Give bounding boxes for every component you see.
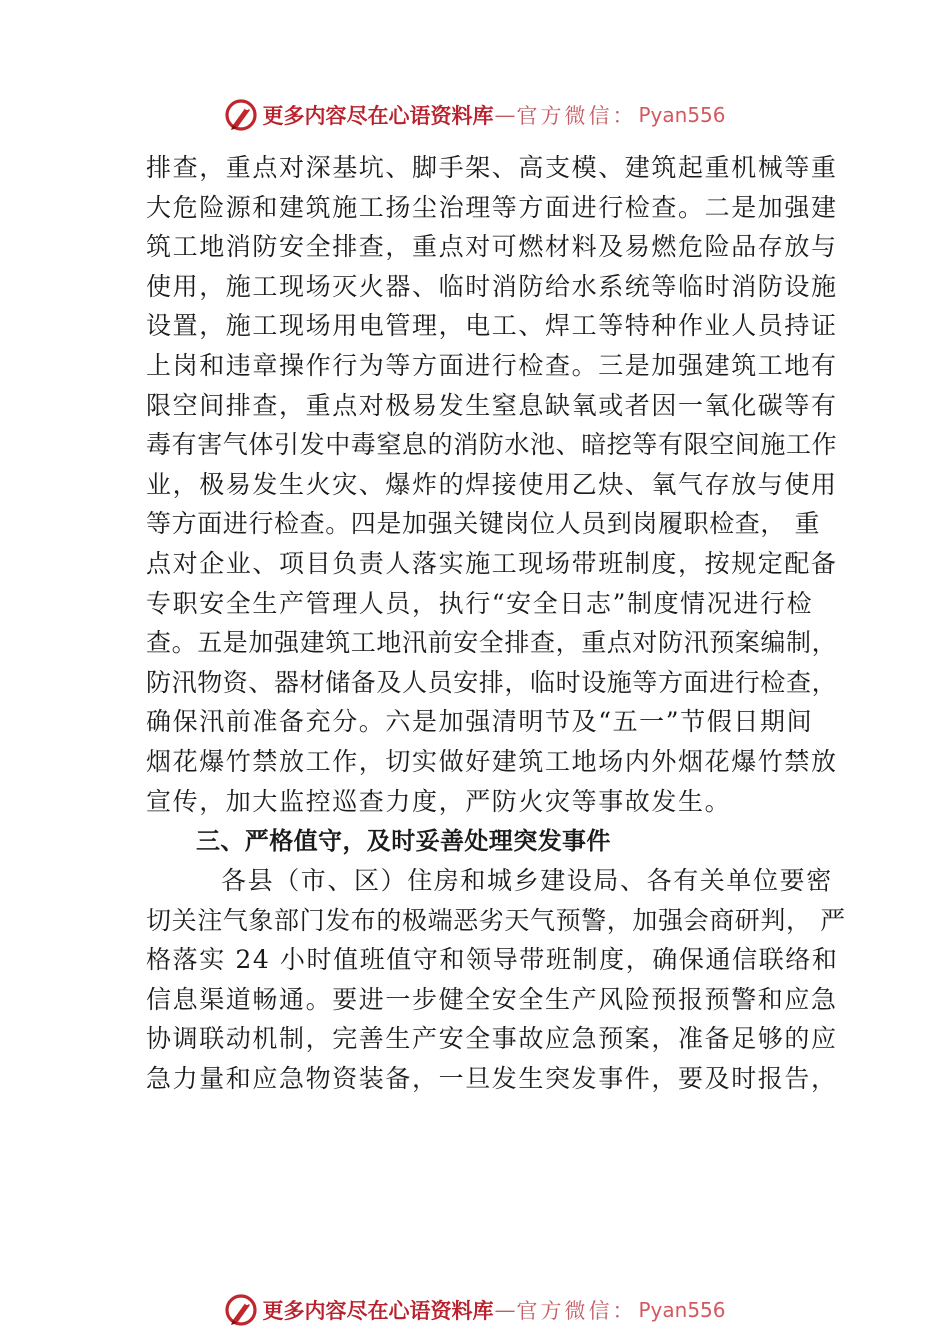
paragraph-line: 防汛物资、器材储备及人员安排，临时设施等方面进行检查， [146,667,838,697]
paragraph-line: 排查，重点对深基坑、脚手架、高支模、建筑起重机械等重 [146,153,838,182]
paragraph-line: 确保汛前准备充分。六是加强清明节及“五一”节假日期间 [146,707,814,737]
paragraph-line: 各县（市、区）住房和城乡建设局、各有关单位要密 [221,866,833,896]
paragraph-line: 切关注气象部门发布的极端恶劣天气预警，加强会商研判， 严 [146,905,846,935]
paragraph-line: 设置，施工现场用电管理，电工、焊工等特种作业人员持证 [146,311,838,341]
paragraph-line: 业，极易发生火灾、爆炸的焊接使用乙炔、氧气存放与使用 [146,469,838,499]
footer-banner [0,1290,950,1330]
footer-dash: — [494,1298,516,1322]
paragraph-line: 上岗和违章操作行为等方面进行检查。三是加强建筑工地有 [146,350,838,380]
paragraph-line: 点对企业、项目负责人落实施工现场带班制度，按规定配备 [146,548,838,578]
header-dash: — [494,103,516,127]
footer-wechat-account: Pyan556 [638,1298,726,1322]
header-banner [0,95,950,135]
paragraph-line: 专职安全生产管理人员，执行“安全日志”制度情况进行检 [146,588,814,618]
document-body [146,148,846,1099]
paragraph-line: 等方面进行检查。四是加强关键岗位人员到岗履职检查， 重 [146,509,821,539]
paragraph-line: 筑工地消防安全排查，重点对可燃材料及易燃危险品存放与 [146,232,838,262]
paragraph-line: 格落实 24 小时值班值守和领导带班制度，确保通信联络和 [146,945,839,975]
paragraph-line: 使用，施工现场灭火器、临时消防给水系统等临时消防设施 [146,271,838,301]
paragraph-line: 信息渠道畅通。要进一步健全安全生产风险预报预警和应急 [146,984,838,1014]
paragraph-line: 限空间排查，重点对极易发生窒息缺氧或者因一氧化碳等有 [146,390,838,420]
paragraph-line: 协调联动机制，完善生产安全事故应急预案，准备足够的应 [146,1024,838,1054]
pen-logo-icon [224,98,258,132]
paragraph-line: 宣传，加大监控巡查力度，严防火灾等事故发生。 [146,786,732,816]
header-brand-text: 更多内容尽在心语资料库 [262,103,494,128]
paragraph-line: 急力量和应急物资装备，一旦发生突发事件，要及时报告， [146,1064,838,1094]
paragraph-line: 烟花爆竹禁放工作，切实做好建筑工地场内外烟花爆竹禁放 [146,746,838,776]
section-heading: 三、严格值守，及时妥善处理突发事件 [196,827,611,856]
paragraph-line: 查。五是加强建筑工地汛前安全排查，重点对防汛预案编制， [146,628,838,658]
footer-wechat-label: 官方微信： [516,1299,637,1323]
paragraph-line: 大危险源和建筑施工扬尘治理等方面进行检查。二是加强建 [146,192,838,222]
pen-logo-icon [224,1293,258,1327]
paragraph-line: 毒有害气体引发中毒窒息的消防水池、暗挖等有限空间施工作 [146,430,838,460]
header-wechat-account: Pyan556 [638,103,726,127]
header-wechat-label: 官方微信： [516,104,637,128]
footer-brand-text: 更多内容尽在心语资料库 [262,1298,494,1323]
